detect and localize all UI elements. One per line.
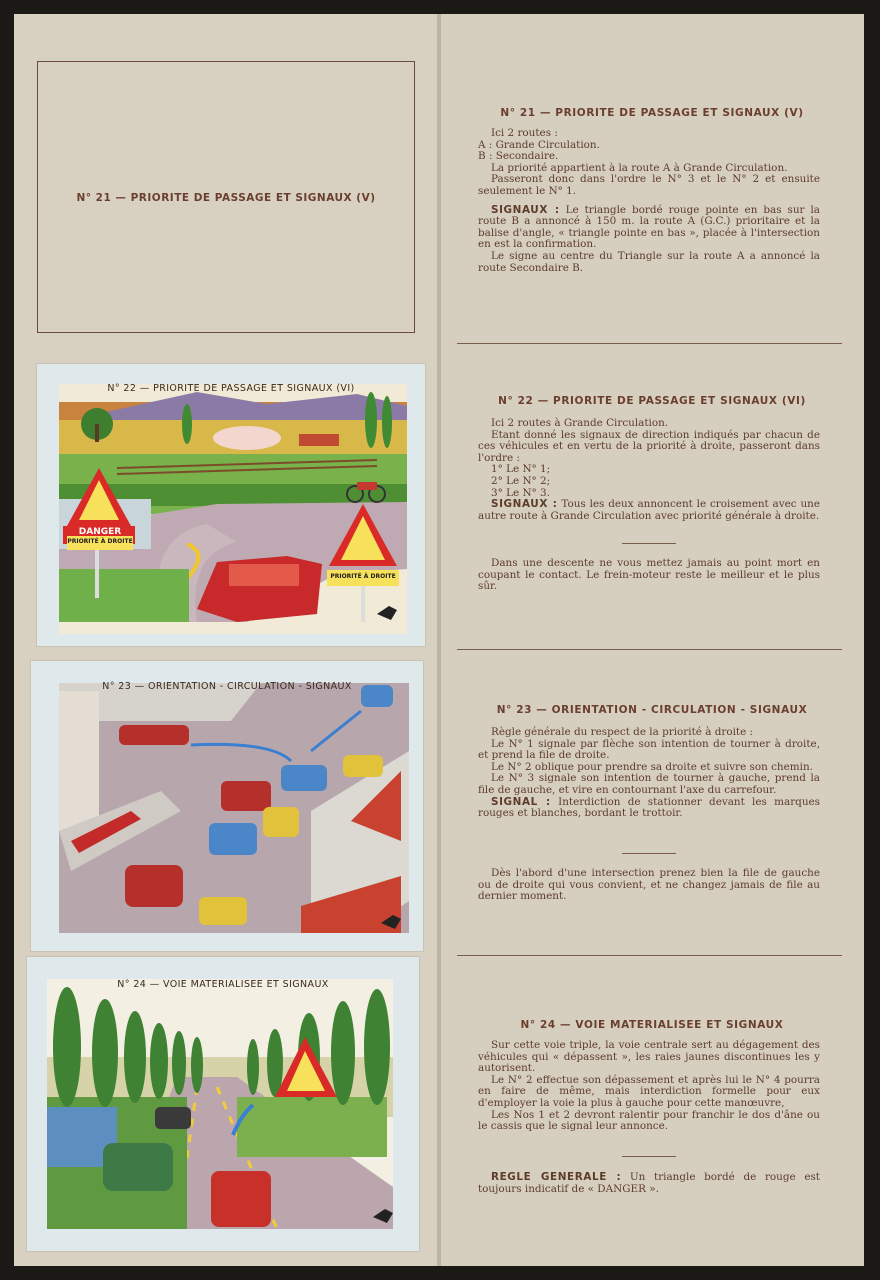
separator-1 — [457, 343, 842, 344]
card-image-23 — [30, 660, 424, 952]
card-24-title: N° 24 — VOIE MATERIALISEE ET SIGNAUX — [117, 979, 329, 990]
card-23-title: N° 23 — ORIENTATION - CIRCULATION - SIGNAUX — [102, 681, 352, 692]
s24-para-1: Sur cette voie triple, la voie centrale sert au dégagement des véhicules qui « dépassent », les raies jaunes discontinues les y autorisent. — [478, 1039, 820, 1075]
intersection-illustration — [31, 661, 423, 951]
short-rule-23 — [622, 853, 676, 854]
short-rule-24 — [622, 1156, 676, 1157]
card-22-title: N° 22 — PRIORITE DE PASSAGE ET SIGNAUX (VI) — [107, 383, 355, 394]
s23-signal — [478, 797, 820, 820]
s21-line-3: B : Secondaire. — [478, 150, 559, 163]
sign-danger-left: DANGER — [78, 527, 122, 537]
card-image-24 — [26, 956, 420, 1252]
s22-para-2: Etant donné les signaux de direction indiqués par chacun de ces véhicules et en vertu de la priorité à droite, passeront dans l'ordre : — [478, 428, 820, 464]
s21-line-1: Ici 2 routes : — [491, 127, 558, 139]
section-22-heading: N° 22 — PRIORITE DE PASSAGE ET SIGNAUX (VI) — [498, 395, 806, 407]
s22-signaux-label: SIGNAUX : — [491, 498, 558, 511]
page-fold — [437, 14, 441, 1266]
s23-note: Dès l'abord d'une intersection prenez bien la file de gauche ou de droite qui vous convient, et ne changez jamais de file au dernier moment. — [478, 867, 820, 903]
s24-para-3: Les Nos 1 et 2 devront ralentir pour franchir le dos d'âne ou le cassis que le signal leur annonce. — [478, 1108, 820, 1133]
s21-line-2: A : Grande Circulation. — [478, 138, 600, 151]
s23-para-1: Règle générale du respect de la priorité à droite : — [491, 726, 754, 738]
s21-para-3: Le signe au centre du Triangle sur la route A a annoncé la route Secondaire B. — [478, 249, 820, 274]
s22-para-1: Ici 2 routes à Grande Circulation. — [491, 417, 669, 429]
section-24-text — [478, 1040, 820, 1133]
section-21-text — [478, 128, 820, 274]
section-24-rule — [478, 1172, 820, 1195]
s22-signaux-text: Tous les deux annoncent le croisement avec une autre route à Grande Circulation avec priorité générale à droite. — [478, 498, 820, 522]
section-24-heading: N° 24 — VOIE MATERIALISEE ET SIGNAUX — [520, 1019, 784, 1031]
sign-priority-right: PRIORITÉ À DROITE — [330, 573, 396, 580]
separator-3 — [457, 955, 842, 956]
s24-rule-text: Un triangle bordé de rouge est toujours indicatif de « DANGER ». — [478, 1171, 820, 1195]
s22-order-1: 1° Le N° 1; — [491, 463, 551, 476]
sign-priority-left: PRIORITÉ À DROITE — [67, 538, 133, 545]
s24-rule-label: REGLE GENERALE : — [491, 1171, 622, 1183]
s23-para-4: Le N° 3 signale son intention de tourner à gauche, prend la file de gauche, et vire en contournant l'axe du carrefour. — [478, 772, 820, 796]
s22-order-3: 3° Le N° 3. — [491, 486, 550, 499]
s24-para-2: Le N° 2 effectue son dépassement et après lui le N° 4 pourra en faire de même, mais interdiction formelle pour eux d'employer la voie la plus à gauche pour cette manœuvre, — [478, 1073, 820, 1109]
s22-note: Dans une descente ne vous mettez jamais au point mort en coupant le contact. Le frein-moteur reste le meilleur et le plus sûr. — [478, 557, 820, 593]
card-slot-21 — [37, 61, 415, 333]
s21-signaux-label: SIGNAUX : — [491, 203, 560, 216]
section-23-heading: N° 23 — ORIENTATION - CIRCULATION - SIGNAUX — [496, 704, 808, 716]
s21-para-1: La priorité appartient à la route A à Grande Circulation. — [491, 161, 788, 174]
s23-signal-label: SIGNAL : — [491, 795, 551, 808]
three-lane-road-illustration — [27, 957, 419, 1251]
s22-signaux — [478, 499, 820, 522]
s21-para-2: Passeront donc dans l'ordre le N° 3 et le N° 2 et ensuite seulement le N° 1. — [478, 173, 820, 197]
card-slot-21-title: N° 21 — PRIORITE DE PASSAGE ET SIGNAUX (V) — [76, 192, 376, 204]
section-21-heading: N° 21 — PRIORITE DE PASSAGE ET SIGNAUX (V) — [500, 107, 804, 119]
s21-signaux-text: Le triangle bordé rouge pointe en bas sur la route B a annoncé à 150 m. la route A (G.C.) prioritaire et la balise d'angle, « triangle pointe en bas », placée à l'intersection en est la confirmation. — [478, 203, 820, 251]
section-22-text — [478, 418, 820, 522]
rural-crossroad-illustration — [37, 364, 425, 646]
short-rule-22 — [622, 543, 676, 544]
section-23-text — [478, 727, 820, 820]
s23-signal-text: Interdiction de stationner devant les marques rouges et blanches, bordant le trottoir. — [478, 795, 820, 820]
s23-para-2: Le N° 1 signale par flèche son intention de tourner à droite, et prend la file de droite. — [478, 737, 820, 762]
card-image-22 — [36, 363, 426, 647]
s22-order-2: 2° Le N° 2; — [491, 474, 551, 487]
section-23-note — [478, 868, 820, 903]
section-22-note — [478, 558, 820, 593]
separator-2 — [457, 649, 842, 650]
s24-rule — [478, 1172, 820, 1195]
s23-para-3: Le N° 2 oblique pour prendre sa droite et suivre son chemin. — [491, 760, 813, 773]
s21-signaux — [478, 205, 820, 251]
